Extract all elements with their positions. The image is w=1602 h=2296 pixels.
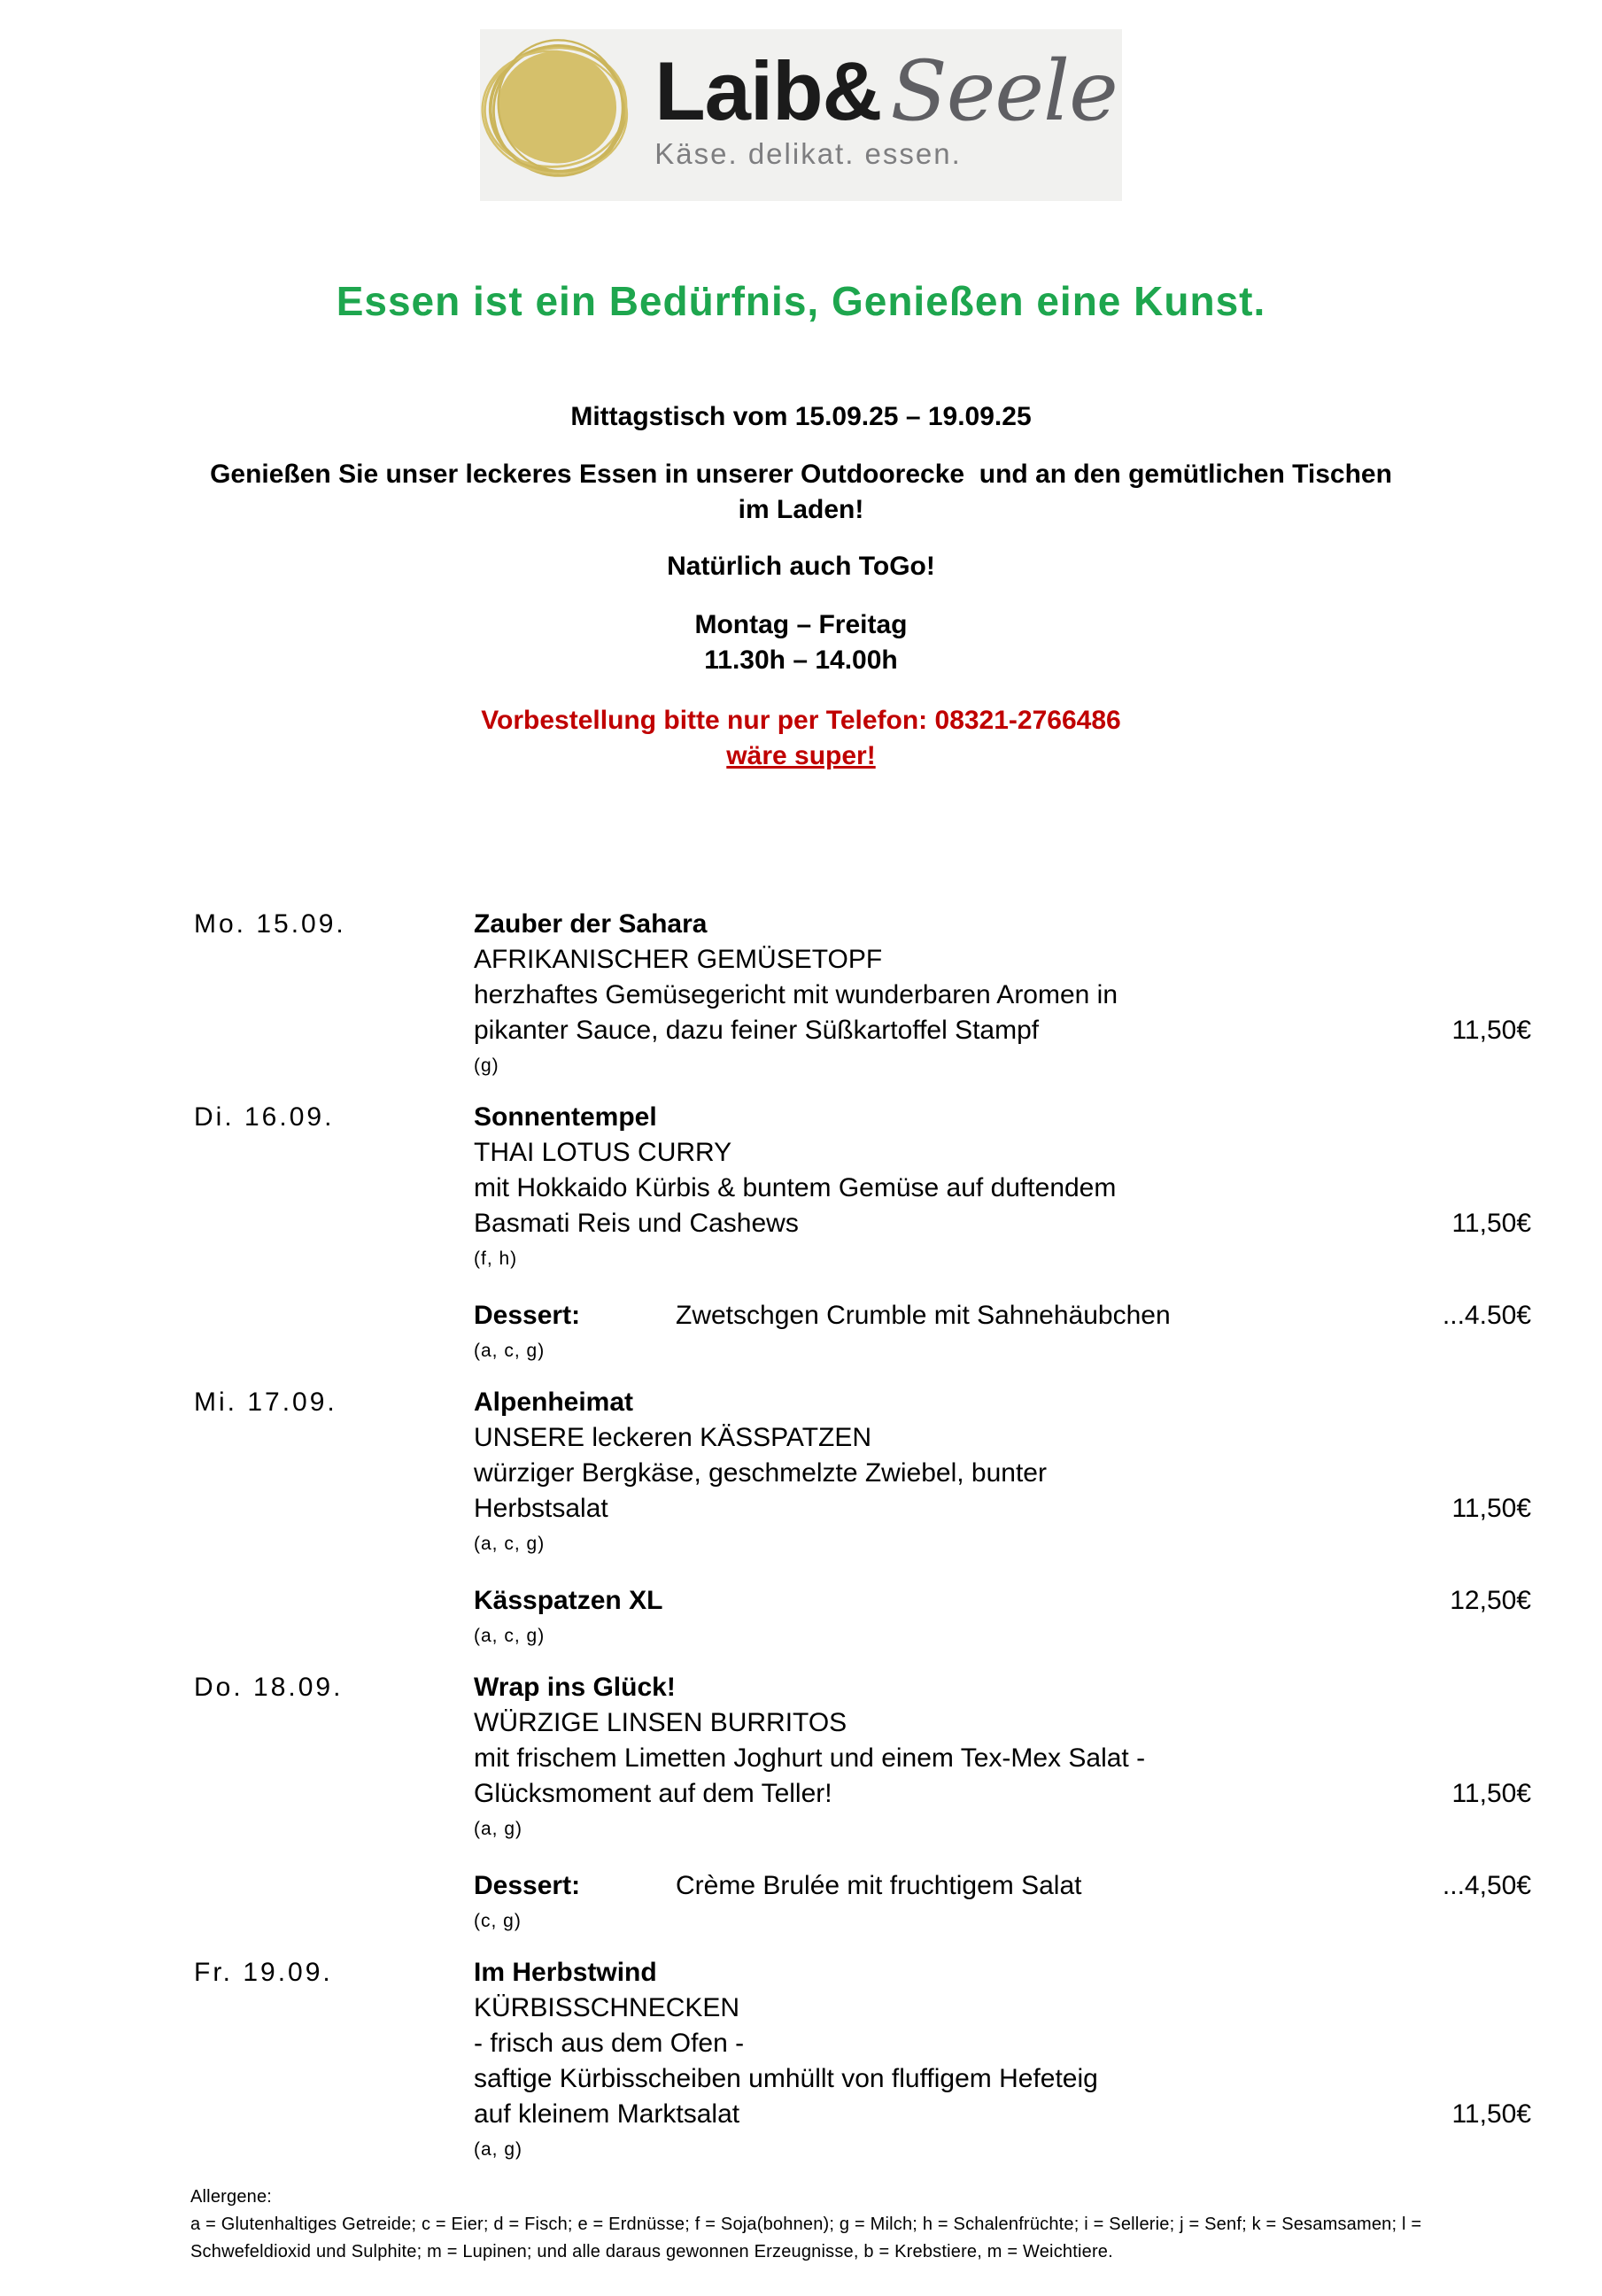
dish-price: 11,50€ xyxy=(1451,1209,1531,1238)
opening-days: Montag – Freitag xyxy=(694,610,908,639)
dish-line: KÜRBISSCHNECKEN xyxy=(474,1993,740,2022)
logo-brand xyxy=(654,43,1118,140)
preorder-phone-line: Vorbestellung bitte nur per Telefon: 08321-2766486 xyxy=(481,706,1121,735)
xl-title: Kässpatzen XL xyxy=(474,1586,663,1615)
dessert-text: Crème Brulée mit fruchtigem Salat xyxy=(676,1871,1082,1900)
intro-text xyxy=(0,457,1602,528)
menu-week-title: Mittagstisch vom 15.09.25 – 19.09.25 xyxy=(570,402,1032,431)
dessert-text: Zwetschgen Crumble mit Sahnehäubchen xyxy=(676,1301,1171,1330)
menu-day-friday xyxy=(194,1955,1531,2168)
dish-price: 11,50€ xyxy=(1451,1494,1531,1523)
intro-line-1: Genießen Sie unser leckeres Essen in unserer Outdoorecke und an den gemütlichen Tischen xyxy=(210,460,1392,489)
dish-allergens: (a, g) xyxy=(474,1819,523,1839)
logo-brand-seele: Seele xyxy=(890,43,1118,140)
opening-hours xyxy=(0,607,1602,678)
dish-line: WÜRZIGE LINSEN BURRITOS xyxy=(474,1708,847,1737)
xl-allergens: (a, c, g) xyxy=(474,1626,546,1646)
menu-day-monday xyxy=(194,907,1531,1084)
dish-title: Sonnentempel xyxy=(474,1102,657,1132)
dessert-price: ...4,50€ xyxy=(1442,1871,1531,1900)
dish-title: Alpenheimat xyxy=(474,1388,634,1417)
togo-note: Natürlich auch ToGo! xyxy=(667,552,935,581)
slogan-heading: Essen ist ein Bedürfnis, Genießen eine Kunst. xyxy=(336,278,1266,324)
dish-line: Glücksmoment auf dem Teller! xyxy=(474,1779,832,1808)
allergen-line-1: a = Glutenhaltiges Getreide; c = Eier; d = Fisch; e = Erdnüsse; f = Soja(bohnen); g = Milch; h = Schalenfrüchte; i = Sellerie; j = Senf; k = Sesamsamen; l = xyxy=(190,2215,1422,2234)
intro-line-2: im Laden! xyxy=(738,495,864,524)
dish-line: Basmati Reis und Cashews xyxy=(474,1209,799,1238)
dish-line: - frisch aus dem Ofen - xyxy=(474,2029,745,2058)
day-date: Do. 18.09. xyxy=(194,1673,344,1702)
dish-allergens: (a, c, g) xyxy=(474,1534,546,1554)
dessert-allergens: (c, g) xyxy=(474,1911,522,1931)
dish-title: Wrap ins Glück! xyxy=(474,1673,676,1702)
logo xyxy=(480,29,1122,201)
dish-line: saftige Kürbisscheiben umhüllt von fluffigem Hefeteig xyxy=(474,2064,1098,2093)
dish-allergens: (f, h) xyxy=(474,1248,518,1269)
dish-price: 11,50€ xyxy=(1451,1779,1531,1808)
weekly-menu xyxy=(194,907,1531,2168)
day-date: Mi. 17.09. xyxy=(194,1388,337,1417)
allergen-title: Allergene: xyxy=(190,2187,273,2207)
logo-circle-icon xyxy=(476,38,640,182)
dish-line: würziger Bergkäse, geschmelzte Zwiebel, bunter xyxy=(474,1458,1047,1488)
day-date: Di. 16.09. xyxy=(194,1102,335,1132)
dish-allergens: (a, g) xyxy=(474,2139,523,2160)
dessert-label: Dessert: xyxy=(474,1301,581,1330)
dish-line: pikanter Sauce, dazu feiner Süßkartoffel Stampf xyxy=(474,1016,1040,1045)
dish-line: mit frischem Limetten Joghurt und einem Tex-Mex Salat - xyxy=(474,1743,1146,1773)
xl-price: 12,50€ xyxy=(1450,1586,1531,1615)
logo-tagline: Käse. delikat. essen. xyxy=(654,136,962,170)
dessert-label: Dessert: xyxy=(474,1871,581,1900)
menu-day-wednesday xyxy=(194,1385,1531,1654)
logo-text xyxy=(654,43,1118,171)
day-date: Fr. 19.09. xyxy=(194,1958,333,1987)
dish-line: Herbstsalat xyxy=(474,1494,608,1523)
preorder-note xyxy=(0,703,1602,774)
opening-times: 11.30h – 14.00h xyxy=(704,646,898,675)
allergen-line-2: Schwefeldioxid und Sulphite; m = Lupinen; und alle daraus gewonnen Erzeugnisse, b = Krebstiere, m = Weichtiere. xyxy=(190,2242,1113,2261)
header-block xyxy=(0,399,1602,774)
dessert-allergens: (a, c, g) xyxy=(474,1341,546,1361)
day-date: Mo. 15.09. xyxy=(194,909,346,939)
dish-title: Zauber der Sahara xyxy=(474,909,708,939)
menu-day-thursday xyxy=(194,1670,1531,1939)
preorder-note-line: wäre super! xyxy=(726,741,876,770)
dish-line: auf kleinem Marktsalat xyxy=(474,2099,740,2129)
dish-price: 11,50€ xyxy=(1451,2099,1531,2129)
dish-price: 11,50€ xyxy=(1451,1016,1531,1045)
dish-line: herzhaftes Gemüsegericht mit wunderbaren Aromen in xyxy=(474,980,1118,1009)
logo-brand-laib: Laib& xyxy=(654,43,882,137)
allergen-footer xyxy=(190,2184,1531,2266)
dish-line: UNSERE leckeren KÄSSPATZEN xyxy=(474,1423,872,1452)
dish-line: THAI LOTUS CURRY xyxy=(474,1138,732,1167)
dish-allergens: (g) xyxy=(474,1055,499,1076)
menu-day-tuesday xyxy=(194,1100,1531,1369)
dish-title: Im Herbstwind xyxy=(474,1958,657,1987)
dessert-price: ...4.50€ xyxy=(1442,1301,1531,1330)
dish-line: AFRIKANISCHER GEMÜSETOPF xyxy=(474,945,883,974)
dish-line: mit Hokkaido Kürbis & buntem Gemüse auf duftendem xyxy=(474,1173,1117,1202)
